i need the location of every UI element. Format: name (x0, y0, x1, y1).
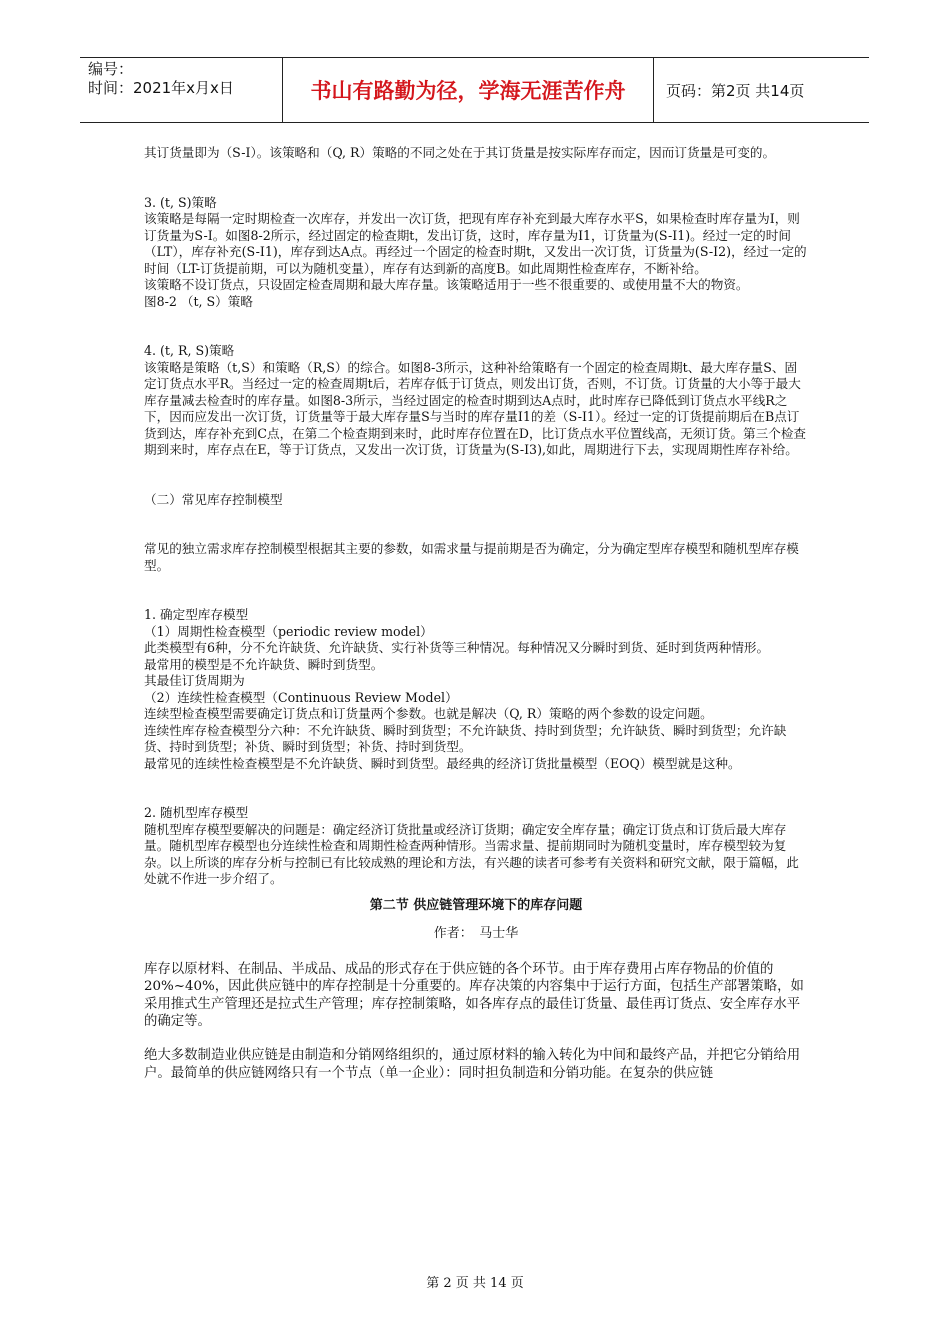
strategy-heading: 3. (t, S)策略 (144, 194, 217, 210)
author-line: 作者： 马士华 (433, 926, 519, 941)
paragraph: 其订货量即为（S-I）。该策略和（Q, R）策略的不同之处在于其订货量是按实际库存而定，因而订货量是可变的。 (144, 145, 776, 160)
paragraph: 绝大多数制造业供应链是由制造和分销网络组织的，通过原材料的输入转化为中间和最终产品，并把它分销给用户。最简单的供应链网络只有一个节点（单一企业）：同时担负制造和分销功能。在复杂的供应链 (144, 1048, 801, 1081)
paragraph: 常见的独立需求库存控制模型根据其主要的参数，如需求量与提前期是否为确定，分为确定型库存模型和随机型库存模型。 (144, 541, 799, 573)
model-subheading: （1）周期性检查模型（periodic review model） (144, 623, 433, 639)
model-heading: 2. 随机型库存模型 (144, 805, 249, 820)
section-title: 第二节 供应链管理环境下的库存问题 (369, 897, 583, 913)
paragraph: 该策略不设订货点，只设固定检查周期和最大库存量。该策略适用于一些不很重要的、或使用量不大的物资。 (144, 277, 749, 292)
paragraph: 该策略是策略（t,S）和策略（R,S）的综合。如图8-3所示，这种补给策略有一个固定的检查周期t、最大库存量S、固定订货点水平R。当经过一定的检查周期t后，若库存低于订货点，则发出订货，否则，不订货。订货量的大小等于最大库存量减去检查时的库存量。如图8-3所示，当经过固定的检查时期到达A点时，此时库存已降低到订货点水平线R之下，因而应发出一次订货，订货量等于最大库存量S与当时的库存量I1的差（S-I1）。经过一定的订货提前期后在B点订货到达，库存补充到C点，在第二个检查期到来时，此时库存位置在D，比订货点水平位置线高，无须订货。第三个检查期到来时，库存点在E，等于订货点，又发出一次订货，订货量为(S-I3),如此，周期进行下去，实现周期性库存补给。 (144, 359, 807, 457)
header-motto: 书山有路勤为径，学海无涯苦作舟 (283, 58, 654, 122)
strategy-heading: 4. (t, R, S)策略 (144, 343, 235, 358)
figure-caption: 图8-2 （t, S）策略 (144, 293, 253, 309)
paragraph: 连续型检查模型需要确定订货点和订货量两个参数。也就是解决（Q, R）策略的两个参数的设定问题。 (144, 706, 713, 721)
header-meta (80, 58, 283, 122)
page-footer: 第 2 页 共 14 页 (426, 1276, 524, 1291)
document-body (144, 145, 808, 1082)
document-time-label: 时间：2021年x月x日 (88, 79, 234, 97)
subsection-heading: （二）常见库存控制模型 (144, 491, 283, 507)
page-header (80, 57, 869, 123)
paragraph: 连续性库存检查模型分六种：不允许缺货、瞬时到货型；不允许缺货、持时到货型；允许缺货、瞬时到货型；允许缺货、持时到货型；补货、瞬时到货型；补货、持时到货型。 (144, 722, 787, 754)
header-page-label: 页码：第2页 共14页 (666, 81, 805, 100)
paragraph: 该策略是每隔一定时期检查一次库存，并发出一次订货，把现有库存补充到最大库存水平S，如果检查时库存量为I，则订货量为S-I。如图8-2所示，经过固定的检查期t，发出订货，这时，库存量为I1，订货量为(S-I1)。经过一定的时间（LT），库存补充(S-I1)，库存到达A点。再经过一个固定的检查时期t，又发出一次订货，订货量为(S-I2)，经过一定的时间（LT-订货提前期，可以为随机变量），库存有达到新的高度B。如此周期性检查库存，不断补给。 (144, 211, 807, 276)
paragraph: 库存以原材料、在制品、半成品、成品的形式存在于供应链的各个环节。由于库存费用占库存物品的价值的20%~40%，因此供应链中的库存控制是十分重要的。库存决策的内容集中于运行方面，包括生产部署策略，如采用推式生产管理还是拉式生产管理；库存控制策略，如各库存点的最佳订货量、最佳再订货点、安全库存水平的确定等。 (144, 961, 804, 1029)
paragraph: 最常见的连续性检查模型是不允许缺货、瞬时到货型。最经典的经济订货批量模型（EOQ）模型就是这种。 (144, 755, 741, 771)
paragraph: 此类模型有6种，分不允许缺货、允许缺货、实行补货等三种情况。每种情况又分瞬时到货、延时到货两种情形。 (144, 640, 770, 655)
model-heading: 1. 确定型库存模型 (144, 607, 249, 622)
model-subheading: （2）连续性检查模型（Continuous Review Model） (144, 689, 458, 705)
paragraph: 最常用的模型是不允许缺货、瞬时到货型。 (144, 656, 384, 672)
paragraph: 随机型库存模型要解决的问题是：确定经济订货批量或经济订货期；确定安全库存量；确定订货点和订货后最大库存量。随机型库存模型也分连续性检查和周期性检查两种情形。当需求量、提前期同时为随机变量时，库存模型较为复杂。以上所谈的库存分析与控制已有比较成熟的理论和方法，有兴趣的读者可参考有关资料和研究文献，限于篇幅，此处就不作进一步介绍了。 (144, 821, 799, 886)
paragraph: 其最佳订货周期为 (144, 673, 245, 688)
document-number-label: 编号： (88, 60, 134, 78)
